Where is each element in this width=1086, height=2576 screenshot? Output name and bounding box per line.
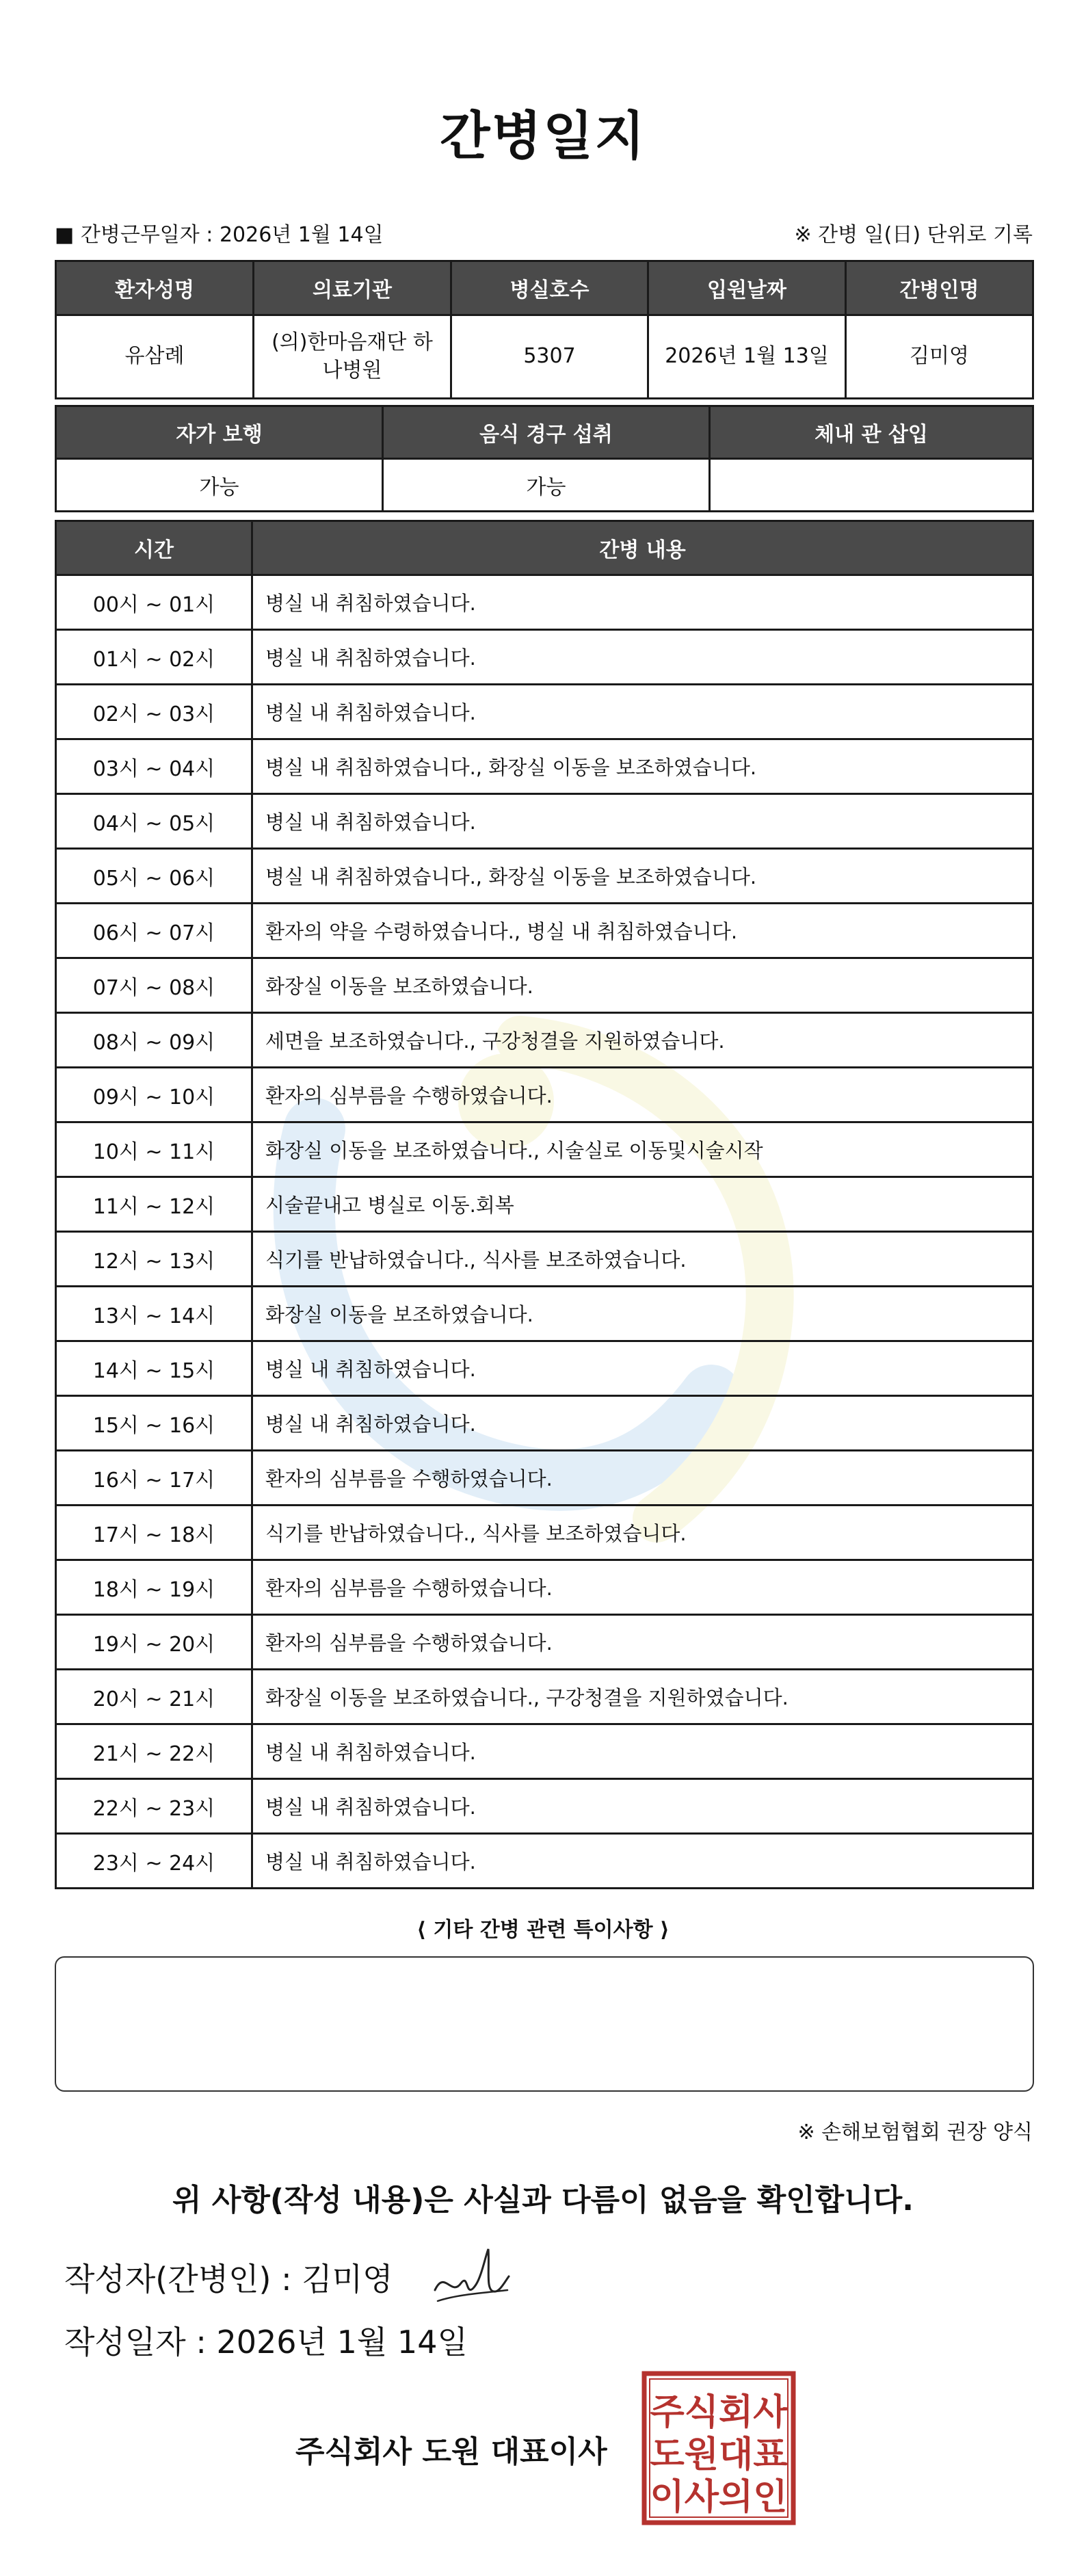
table-row-content	[251, 1176, 1034, 1233]
table-row-content-text: 식기를 반납하였습니다., 식사를 보조하였습니다.	[265, 1248, 687, 1272]
table-row-content-text: 병실 내 취침하였습니다.	[265, 646, 476, 670]
table-row-content	[251, 1449, 1034, 1506]
table-row-content-text: 화장실 이동을 보조하였습니다.	[265, 1303, 533, 1326]
value-room-number	[450, 314, 649, 399]
header-tube-insertion-text: 체내 관 삽입	[814, 423, 928, 447]
header-hospital-text: 의료기관	[313, 278, 392, 302]
table-row-time	[55, 902, 253, 959]
seal-line-3: 이사의인	[650, 2477, 788, 2518]
table-row-time-text: 13시 ~ 14시	[92, 1304, 215, 1328]
header-time	[55, 520, 253, 576]
header-self-walking	[55, 405, 384, 460]
table-row-time-text: 15시 ~ 16시	[92, 1413, 215, 1438]
notes-box[interactable]	[55, 1956, 1034, 2092]
header-content	[251, 520, 1034, 576]
table-row-time	[55, 1121, 253, 1178]
table-row-time	[55, 1832, 253, 1889]
table-row-content	[251, 957, 1034, 1014]
value-admission-date	[647, 314, 847, 399]
table-row-content-text: 환자의 심부름을 수행하였습니다.	[265, 1084, 553, 1107]
table-row-content	[251, 1668, 1034, 1725]
header-admission-date	[647, 260, 847, 316]
seal-line-1: 주식회사	[650, 2392, 788, 2433]
table-row-content-text: 식기를 반납하였습니다., 식사를 보조하였습니다.	[265, 1522, 687, 1545]
value-hospital-text: (의)한마음재단 하나병원	[272, 330, 433, 382]
table-row-content-text: 병실 내 취침하였습니다.	[265, 1741, 476, 1764]
notes-content	[56, 1958, 1033, 1980]
recommendation-note: ※ 손해보험협회 권장 양식	[797, 2120, 1033, 2144]
table-row-time-text: 03시 ~ 04시	[92, 757, 215, 781]
table-row-time	[55, 629, 253, 685]
table-row-content-text: 시술끝내고 병실로 이동.회복	[265, 1194, 514, 1217]
table-row-content	[251, 1012, 1034, 1068]
value-room-number-text: 5307	[523, 344, 576, 369]
signature-icon	[431, 2242, 513, 2308]
table-row-time-text: 18시 ~ 19시	[92, 1577, 215, 1602]
table-row-time	[55, 1614, 253, 1670]
table-row-content	[251, 1723, 1034, 1780]
value-oral-intake-text: 가능	[526, 475, 566, 499]
header-room-number	[450, 260, 649, 316]
value-self-walking-text: 가능	[199, 475, 239, 499]
table-row-time	[55, 1723, 253, 1780]
page-title: 간병일지	[440, 105, 646, 166]
table-row-content-text: 화장실 이동을 보조하였습니다., 구강청결을 지원하였습니다.	[265, 1686, 789, 1709]
table-row-time	[55, 1340, 253, 1397]
table-row-time	[55, 1012, 253, 1068]
table-row-content	[251, 1504, 1034, 1561]
table-row-time-text: 04시 ~ 05시	[92, 811, 215, 836]
table-row-content	[251, 683, 1034, 740]
header-time-text: 시간	[134, 538, 174, 562]
table-row-content-text: 환자의 약을 수령하였습니다., 병실 내 취침하였습니다.	[265, 920, 738, 943]
table-row-time	[55, 1504, 253, 1561]
header-content-text: 간병 내용	[599, 538, 686, 562]
table-row-content	[251, 1778, 1034, 1835]
header-hospital	[252, 260, 452, 316]
table-row-time	[55, 1668, 253, 1725]
notes-label: ⟨ 기타 간병 관련 특이사항 ⟩	[416, 1918, 670, 1942]
value-patient-name	[55, 314, 254, 399]
seal-line-2: 도원대표	[650, 2434, 788, 2475]
table-row-time	[55, 683, 253, 740]
unit-note: ※ 간병 일(日) 단위로 기록	[794, 223, 1033, 247]
value-tube-insertion	[708, 458, 1034, 512]
table-row-content	[251, 1340, 1034, 1397]
table-row-content-text: 환자의 심부름을 수행하였습니다.	[265, 1577, 553, 1600]
table-row-time-text: 11시 ~ 12시	[92, 1194, 215, 1219]
table-row-content	[251, 629, 1034, 685]
table-row-time-text: 02시 ~ 03시	[92, 702, 215, 726]
table-row-content-text: 병실 내 취침하였습니다., 화장실 이동을 보조하였습니다.	[265, 756, 757, 779]
header-oral-intake-text: 음식 경구 섭취	[479, 423, 613, 447]
date-line: 작성일자 : 2026년 1월 14일	[64, 2324, 468, 2361]
header-patient-name-text: 환자성명	[115, 278, 194, 302]
confirmation-text: 위 사항(작성 내용)은 사실과 다름이 없음을 확인합니다.	[172, 2183, 914, 2218]
value-oral-intake	[382, 458, 711, 512]
table-row-time-text: 06시 ~ 07시	[92, 921, 215, 945]
writer-line: 작성자(간병인) : 김미영	[64, 2261, 393, 2298]
table-row-content-text: 병실 내 취침하였습니다.	[265, 701, 476, 724]
header-caregiver-name	[845, 260, 1034, 316]
table-row-time-text: 16시 ~ 17시	[92, 1468, 215, 1493]
table-row-content-text: 세면을 보조하였습니다., 구강청결을 지원하였습니다.	[265, 1029, 725, 1053]
company-line: 주식회사 도원 대표이사	[295, 2434, 607, 2469]
table-row-time-text: 17시 ~ 18시	[92, 1523, 215, 1547]
value-caregiver-name	[845, 314, 1034, 399]
table-row-content	[251, 1614, 1034, 1670]
value-caregiver-name-text: 김미영	[910, 344, 969, 369]
value-admission-date-text: 2026년 1월 13일	[665, 344, 829, 369]
table-row-time	[55, 1778, 253, 1835]
header-caregiver-name-text: 간병인명	[899, 278, 979, 302]
table-row-time	[55, 1176, 253, 1233]
table-row-time	[55, 1395, 253, 1451]
table-row-time-text: 07시 ~ 08시	[92, 975, 215, 1000]
value-hospital	[252, 314, 452, 399]
table-row-time	[55, 1285, 253, 1342]
table-row-content	[251, 574, 1034, 631]
table-row-time	[55, 1559, 253, 1616]
table-row-time-text: 23시 ~ 24시	[92, 1851, 215, 1876]
table-row-time	[55, 847, 253, 904]
table-row-content	[251, 1285, 1034, 1342]
work-date-label: ■ 간병근무일자 : 2026년 1월 14일	[55, 223, 384, 247]
table-row-content	[251, 1832, 1034, 1889]
table-row-content-text: 병실 내 취침하였습니다., 화장실 이동을 보조하였습니다.	[265, 865, 757, 889]
value-patient-name-text: 유삼례	[124, 344, 185, 369]
table-row-content-text: 병실 내 취침하였습니다.	[265, 811, 476, 834]
table-row-content-text: 병실 내 취침하였습니다.	[265, 1850, 476, 1874]
value-self-walking	[55, 458, 384, 512]
table-row-time	[55, 1231, 253, 1287]
table-row-time	[55, 738, 253, 795]
table-row-time	[55, 793, 253, 850]
table-row-content	[251, 1231, 1034, 1287]
table-row-content	[251, 1559, 1034, 1616]
table-row-time-text: 22시 ~ 23시	[92, 1796, 215, 1821]
table-row-time	[55, 957, 253, 1014]
table-row-time-text: 08시 ~ 09시	[92, 1030, 215, 1055]
header-self-walking-text: 자가 보행	[176, 423, 263, 447]
header-patient-name	[55, 260, 254, 316]
table-row-content	[251, 793, 1034, 850]
table-row-time-text: 12시 ~ 13시	[92, 1249, 215, 1274]
table-row-content-text: 병실 내 취침하였습니다.	[265, 1412, 476, 1436]
header-oral-intake	[382, 405, 711, 460]
table-row-time-text: 20시 ~ 21시	[92, 1687, 215, 1711]
table-row-content-text: 환자의 심부름을 수행하였습니다.	[265, 1631, 553, 1655]
table-row-time-text: 10시 ~ 11시	[92, 1140, 215, 1164]
table-row-time-text: 09시 ~ 10시	[92, 1085, 215, 1109]
table-row-content-text: 환자의 심부름을 수행하였습니다.	[265, 1467, 553, 1490]
table-row-content	[251, 1066, 1034, 1123]
table-row-time-text: 01시 ~ 02시	[92, 647, 215, 672]
table-row-time	[55, 1066, 253, 1123]
table-row-content	[251, 1121, 1034, 1178]
header-room-number-text: 병실호수	[509, 278, 590, 302]
table-row-time-text: 00시 ~ 01시	[92, 592, 215, 617]
header-tube-insertion	[708, 405, 1034, 460]
table-row-content	[251, 738, 1034, 795]
table-row-content-text: 병실 내 취침하였습니다.	[265, 1796, 476, 1819]
table-row-time-text: 19시 ~ 20시	[92, 1632, 215, 1657]
table-row-time-text: 21시 ~ 22시	[92, 1742, 215, 1766]
table-row-content-text: 병실 내 취침하였습니다.	[265, 1358, 476, 1381]
table-row-content	[251, 902, 1034, 959]
table-row-time-text: 05시 ~ 06시	[92, 866, 215, 891]
table-row-content-text: 화장실 이동을 보조하였습니다.	[265, 975, 533, 998]
company-seal-icon	[641, 2371, 796, 2525]
table-row-time-text: 14시 ~ 15시	[92, 1358, 215, 1383]
table-row-content-text: 화장실 이동을 보조하였습니다., 시술실로 이동및시술시작	[265, 1139, 763, 1162]
header-admission-date-text: 입원날짜	[707, 278, 786, 302]
table-row-content-text: 병실 내 취침하였습니다.	[265, 592, 476, 615]
table-row-time	[55, 574, 253, 631]
table-row-content	[251, 847, 1034, 904]
table-row-content	[251, 1395, 1034, 1451]
table-row-time	[55, 1449, 253, 1506]
